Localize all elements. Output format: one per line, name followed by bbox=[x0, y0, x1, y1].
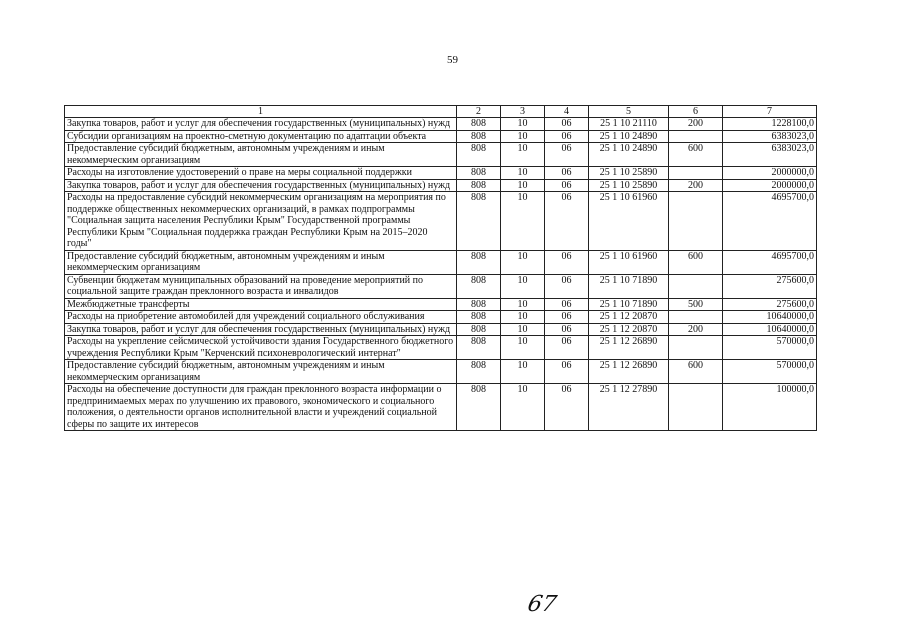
sum-cell: 10640000,0 bbox=[723, 323, 817, 336]
row-name-cell: Расходы на обеспечение доступности для граждан преклонного возраста информации о предпринимаемых мерах по улучшению их правового, экономического и социального положения, о деятельности органов исполнительной власти и учреждений социальной сферы по защите их интересов bbox=[65, 384, 457, 431]
ministry-code-cell: 808 bbox=[457, 143, 501, 167]
row-name-cell: Субсидии организациям на проектно-сметную документацию по адаптации объекта bbox=[65, 130, 457, 143]
ministry-code-cell: 808 bbox=[457, 192, 501, 251]
table-row bbox=[65, 179, 817, 192]
target-article-cell: 25 1 12 26890 bbox=[589, 336, 669, 360]
ministry-code-cell: 808 bbox=[457, 250, 501, 274]
section-code-cell: 10 bbox=[501, 179, 545, 192]
ministry-code-cell: 808 bbox=[457, 360, 501, 384]
ministry-code-cell: 808 bbox=[457, 118, 501, 131]
sum-cell: 1228100,0 bbox=[723, 118, 817, 131]
row-name-cell: Закупка товаров, работ и услуг для обеспечения государственных (муниципальных) нужд bbox=[65, 118, 457, 131]
column-header: 2 bbox=[457, 106, 501, 118]
sum-cell: 10640000,0 bbox=[723, 311, 817, 324]
row-name-cell: Межбюджетные трансферты bbox=[65, 298, 457, 311]
section-code-cell: 10 bbox=[501, 274, 545, 298]
subsection-code-cell: 06 bbox=[545, 179, 589, 192]
subsection-code-cell: 06 bbox=[545, 311, 589, 324]
column-header: 7 bbox=[723, 106, 817, 118]
section-code-cell: 10 bbox=[501, 118, 545, 131]
expense-type-cell: 600 bbox=[669, 360, 723, 384]
row-name-cell: Предоставление субсидий бюджетным, автономным учреждениям и иным некоммерческим организациям bbox=[65, 143, 457, 167]
subsection-code-cell: 06 bbox=[545, 250, 589, 274]
expense-type-cell bbox=[669, 384, 723, 431]
row-name-cell: Расходы на предоставление субсидий некоммерческим организациям на мероприятия по поддержке общественных некоммерческих организаций, в рамках подпрограммы "Социальная защита населения Республики Крым" Государственной программы Республики Крым "Социальная поддержка граждан Республики Крым на 2015–2020 годы" bbox=[65, 192, 457, 251]
subsection-code-cell: 06 bbox=[545, 274, 589, 298]
handwritten-page-mark: 67 bbox=[525, 592, 559, 617]
target-article-cell: 25 1 10 71890 bbox=[589, 298, 669, 311]
row-name-cell: Расходы на приобретение автомобилей для учреждений социального обслуживания bbox=[65, 311, 457, 324]
section-code-cell: 10 bbox=[501, 167, 545, 180]
expense-type-cell bbox=[669, 130, 723, 143]
ministry-code-cell: 808 bbox=[457, 323, 501, 336]
expense-type-cell bbox=[669, 336, 723, 360]
target-article-cell: 25 1 10 24890 bbox=[589, 130, 669, 143]
subsection-code-cell: 06 bbox=[545, 118, 589, 131]
subsection-code-cell: 06 bbox=[545, 360, 589, 384]
section-code-cell: 10 bbox=[501, 360, 545, 384]
section-code-cell: 10 bbox=[501, 143, 545, 167]
row-name-cell: Закупка товаров, работ и услуг для обеспечения государственных (муниципальных) нужд bbox=[65, 323, 457, 336]
table-row bbox=[65, 118, 817, 131]
section-code-cell: 10 bbox=[501, 250, 545, 274]
expense-type-cell bbox=[669, 167, 723, 180]
ministry-code-cell: 808 bbox=[457, 167, 501, 180]
ministry-code-cell: 808 bbox=[457, 298, 501, 311]
subsection-code-cell: 06 bbox=[545, 192, 589, 251]
subsection-code-cell: 06 bbox=[545, 167, 589, 180]
table-row bbox=[65, 298, 817, 311]
section-code-cell: 10 bbox=[501, 192, 545, 251]
expense-type-cell: 600 bbox=[669, 143, 723, 167]
expense-type-cell: 200 bbox=[669, 118, 723, 131]
target-article-cell: 25 1 10 24890 bbox=[589, 143, 669, 167]
sum-cell: 570000,0 bbox=[723, 336, 817, 360]
expense-type-cell: 200 bbox=[669, 179, 723, 192]
target-article-cell: 25 1 10 25890 bbox=[589, 167, 669, 180]
expense-type-cell bbox=[669, 311, 723, 324]
ministry-code-cell: 808 bbox=[457, 311, 501, 324]
table-row bbox=[65, 274, 817, 298]
target-article-cell: 25 1 10 21110 bbox=[589, 118, 669, 131]
ministry-code-cell: 808 bbox=[457, 274, 501, 298]
row-name-cell: Расходы на изготовление удостоверений о праве на меры социальной поддержки bbox=[65, 167, 457, 180]
sum-cell: 6383023,0 bbox=[723, 130, 817, 143]
column-header: 6 bbox=[669, 106, 723, 118]
expense-type-cell bbox=[669, 192, 723, 251]
subsection-code-cell: 06 bbox=[545, 298, 589, 311]
table-row bbox=[65, 130, 817, 143]
subsection-code-cell: 06 bbox=[545, 336, 589, 360]
section-code-cell: 10 bbox=[501, 323, 545, 336]
row-name-cell: Предоставление субсидий бюджетным, автономным учреждениям и иным некоммерческим организациям bbox=[65, 250, 457, 274]
table-header-row bbox=[65, 106, 817, 118]
table-row bbox=[65, 360, 817, 384]
row-name-cell: Субвенции бюджетам муниципальных образований на проведение мероприятий по социальной защите граждан преклонного возраста и инвалидов bbox=[65, 274, 457, 298]
subsection-code-cell: 06 bbox=[545, 384, 589, 431]
table-row bbox=[65, 167, 817, 180]
subsection-code-cell: 06 bbox=[545, 323, 589, 336]
expense-type-cell: 200 bbox=[669, 323, 723, 336]
column-header: 5 bbox=[589, 106, 669, 118]
column-header: 4 bbox=[545, 106, 589, 118]
ministry-code-cell: 808 bbox=[457, 336, 501, 360]
row-name-cell: Расходы на укрепление сейсмической устойчивости здания Государственного бюджетного учреждения Республики Крым "Керченский психоневрологический интернат" bbox=[65, 336, 457, 360]
target-article-cell: 25 1 12 27890 bbox=[589, 384, 669, 431]
target-article-cell: 25 1 12 26890 bbox=[589, 360, 669, 384]
section-code-cell: 10 bbox=[501, 130, 545, 143]
page-number: 59 bbox=[447, 54, 458, 66]
target-article-cell: 25 1 12 20870 bbox=[589, 323, 669, 336]
ministry-code-cell: 808 bbox=[457, 384, 501, 431]
sum-cell: 275600,0 bbox=[723, 274, 817, 298]
subsection-code-cell: 06 bbox=[545, 143, 589, 167]
sum-cell: 6383023,0 bbox=[723, 143, 817, 167]
expense-type-cell: 600 bbox=[669, 250, 723, 274]
expense-type-cell: 500 bbox=[669, 298, 723, 311]
ministry-code-cell: 808 bbox=[457, 130, 501, 143]
sum-cell: 2000000,0 bbox=[723, 167, 817, 180]
target-article-cell: 25 1 10 61960 bbox=[589, 250, 669, 274]
sum-cell: 570000,0 bbox=[723, 360, 817, 384]
table-row bbox=[65, 323, 817, 336]
sum-cell: 4695700,0 bbox=[723, 192, 817, 251]
target-article-cell: 25 1 10 61960 bbox=[589, 192, 669, 251]
target-article-cell: 25 1 12 20870 bbox=[589, 311, 669, 324]
sum-cell: 4695700,0 bbox=[723, 250, 817, 274]
sum-cell: 100000,0 bbox=[723, 384, 817, 431]
expense-type-cell bbox=[669, 274, 723, 298]
target-article-cell: 25 1 10 25890 bbox=[589, 179, 669, 192]
target-article-cell: 25 1 10 71890 bbox=[589, 274, 669, 298]
ministry-code-cell: 808 bbox=[457, 179, 501, 192]
sum-cell: 2000000,0 bbox=[723, 179, 817, 192]
sum-cell: 275600,0 bbox=[723, 298, 817, 311]
table-row bbox=[65, 250, 817, 274]
table-row bbox=[65, 384, 817, 431]
budget-table bbox=[64, 105, 817, 431]
row-name-cell: Предоставление субсидий бюджетным, автономным учреждениям и иным некоммерческим организациям bbox=[65, 360, 457, 384]
table-row bbox=[65, 143, 817, 167]
table-row bbox=[65, 192, 817, 251]
section-code-cell: 10 bbox=[501, 336, 545, 360]
column-header: 3 bbox=[501, 106, 545, 118]
column-header: 1 bbox=[65, 106, 457, 118]
section-code-cell: 10 bbox=[501, 311, 545, 324]
section-code-cell: 10 bbox=[501, 298, 545, 311]
subsection-code-cell: 06 bbox=[545, 130, 589, 143]
section-code-cell: 10 bbox=[501, 384, 545, 431]
row-name-cell: Закупка товаров, работ и услуг для обеспечения государственных (муниципальных) нужд bbox=[65, 179, 457, 192]
table-row bbox=[65, 336, 817, 360]
table-row bbox=[65, 311, 817, 324]
